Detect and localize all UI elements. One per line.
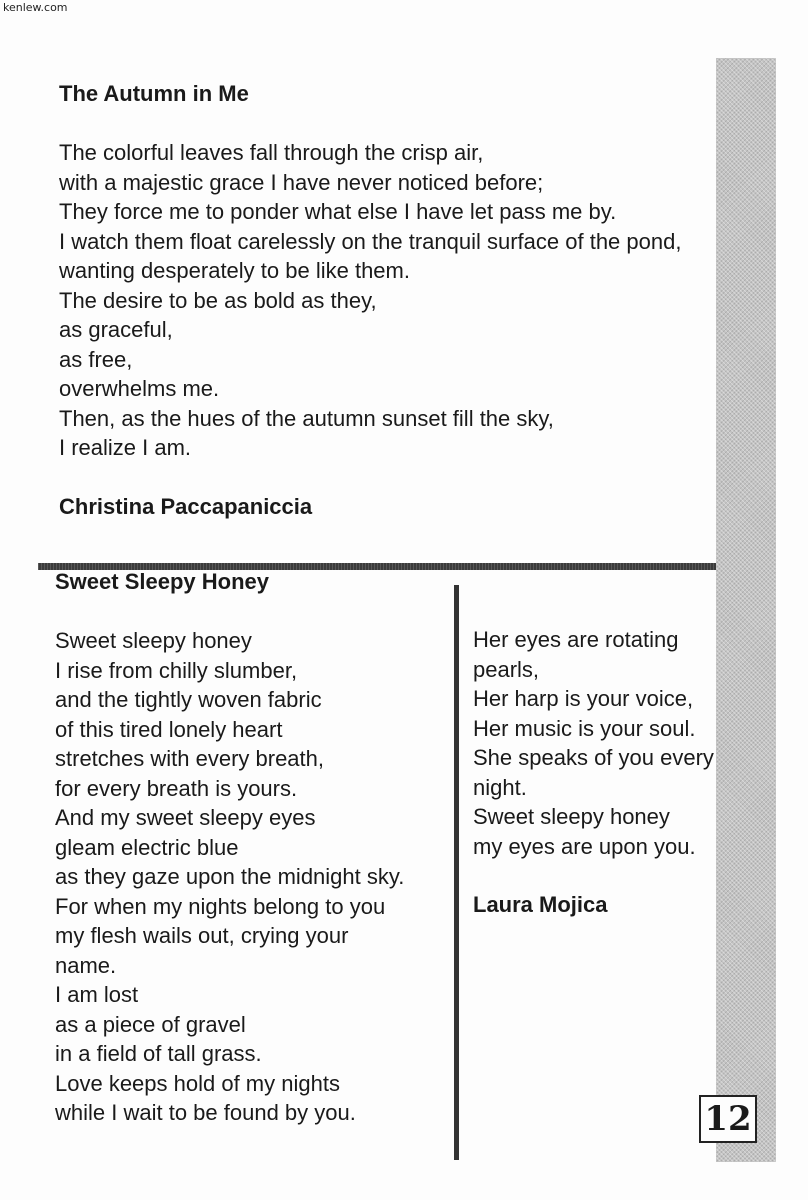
poem-line: Her harp is your voice, xyxy=(473,686,694,711)
poem-sweet-sleepy-honey xyxy=(55,568,455,1128)
poem-line: gleam electric blue xyxy=(55,834,239,860)
poem-line: as free, xyxy=(59,346,133,372)
poem-line: The desire to be as bold as they, xyxy=(59,287,377,313)
poem-line: my flesh wails out, crying your xyxy=(55,923,349,948)
poem-line: I rise from chilly slumber, xyxy=(55,657,298,683)
poem-line: and the tightly woven fabric xyxy=(55,687,322,712)
poem-body-column-2 xyxy=(473,625,763,919)
poem-line: night. xyxy=(473,774,527,800)
poem-line: I am lost xyxy=(55,982,139,1007)
poem-line: The colorful leaves fall through the crisp air, xyxy=(59,140,484,165)
column-rule xyxy=(454,585,459,1160)
poem-author: Laura Mojica xyxy=(473,892,608,917)
poem-line: She speaks of you every xyxy=(473,745,714,770)
poem-line: stretches with every breath, xyxy=(55,746,325,771)
page-number: 12 xyxy=(699,1095,757,1143)
poem-line: pearls, xyxy=(473,656,540,682)
poem-title: The Autumn in Me xyxy=(59,81,249,106)
poem-line: wanting desperately to be like them. xyxy=(59,258,410,283)
poem-line: as graceful, xyxy=(59,317,173,342)
poem-line: For when my nights belong to you xyxy=(55,893,386,919)
poem-line: I watch them float carelessly on the tranquil surface of the pond, xyxy=(59,228,682,254)
poem-author: Christina Paccapaniccia xyxy=(59,493,313,519)
poem-autumn xyxy=(59,80,764,521)
poem-line: Love keeps hold of my nights xyxy=(55,1070,340,1096)
poem-title: Sweet Sleepy Honey xyxy=(55,569,269,594)
poem-line: Sweet sleepy honey xyxy=(55,628,252,653)
poem-line: Sweet sleepy honey xyxy=(473,804,670,829)
poem-line: as a piece of gravel xyxy=(55,1011,246,1037)
poem-line: of this tired lonely heart xyxy=(55,716,283,742)
poem-line: overwhelms me. xyxy=(59,376,220,401)
poem-line: name. xyxy=(55,952,117,978)
poem-line: And my sweet sleepy eyes xyxy=(55,805,316,830)
poem-body xyxy=(59,138,764,463)
poem-line: my eyes are upon you. xyxy=(473,833,696,859)
poem-line: Her music is your soul. xyxy=(473,715,696,741)
poem-line: They force me to ponder what else I have let pass me by. xyxy=(59,199,617,224)
poem-line: Then, as the hues of the autumn sunset fill the sky, xyxy=(59,405,554,431)
poem-line: I realize I am. xyxy=(59,435,192,460)
poem-line: in a field of tall grass. xyxy=(55,1041,262,1066)
watermark: kenlew.com xyxy=(3,1,68,14)
poem-line: while I wait to be found by you. xyxy=(55,1100,356,1125)
poem-line: Her eyes are rotating xyxy=(473,627,679,652)
poem-line: with a majestic grace I have never noticed before; xyxy=(59,169,544,195)
poem-line: as they gaze upon the midnight sky. xyxy=(55,864,405,889)
poem-body-column-1 xyxy=(55,626,455,1128)
poem-line: for every breath is yours. xyxy=(55,775,298,801)
